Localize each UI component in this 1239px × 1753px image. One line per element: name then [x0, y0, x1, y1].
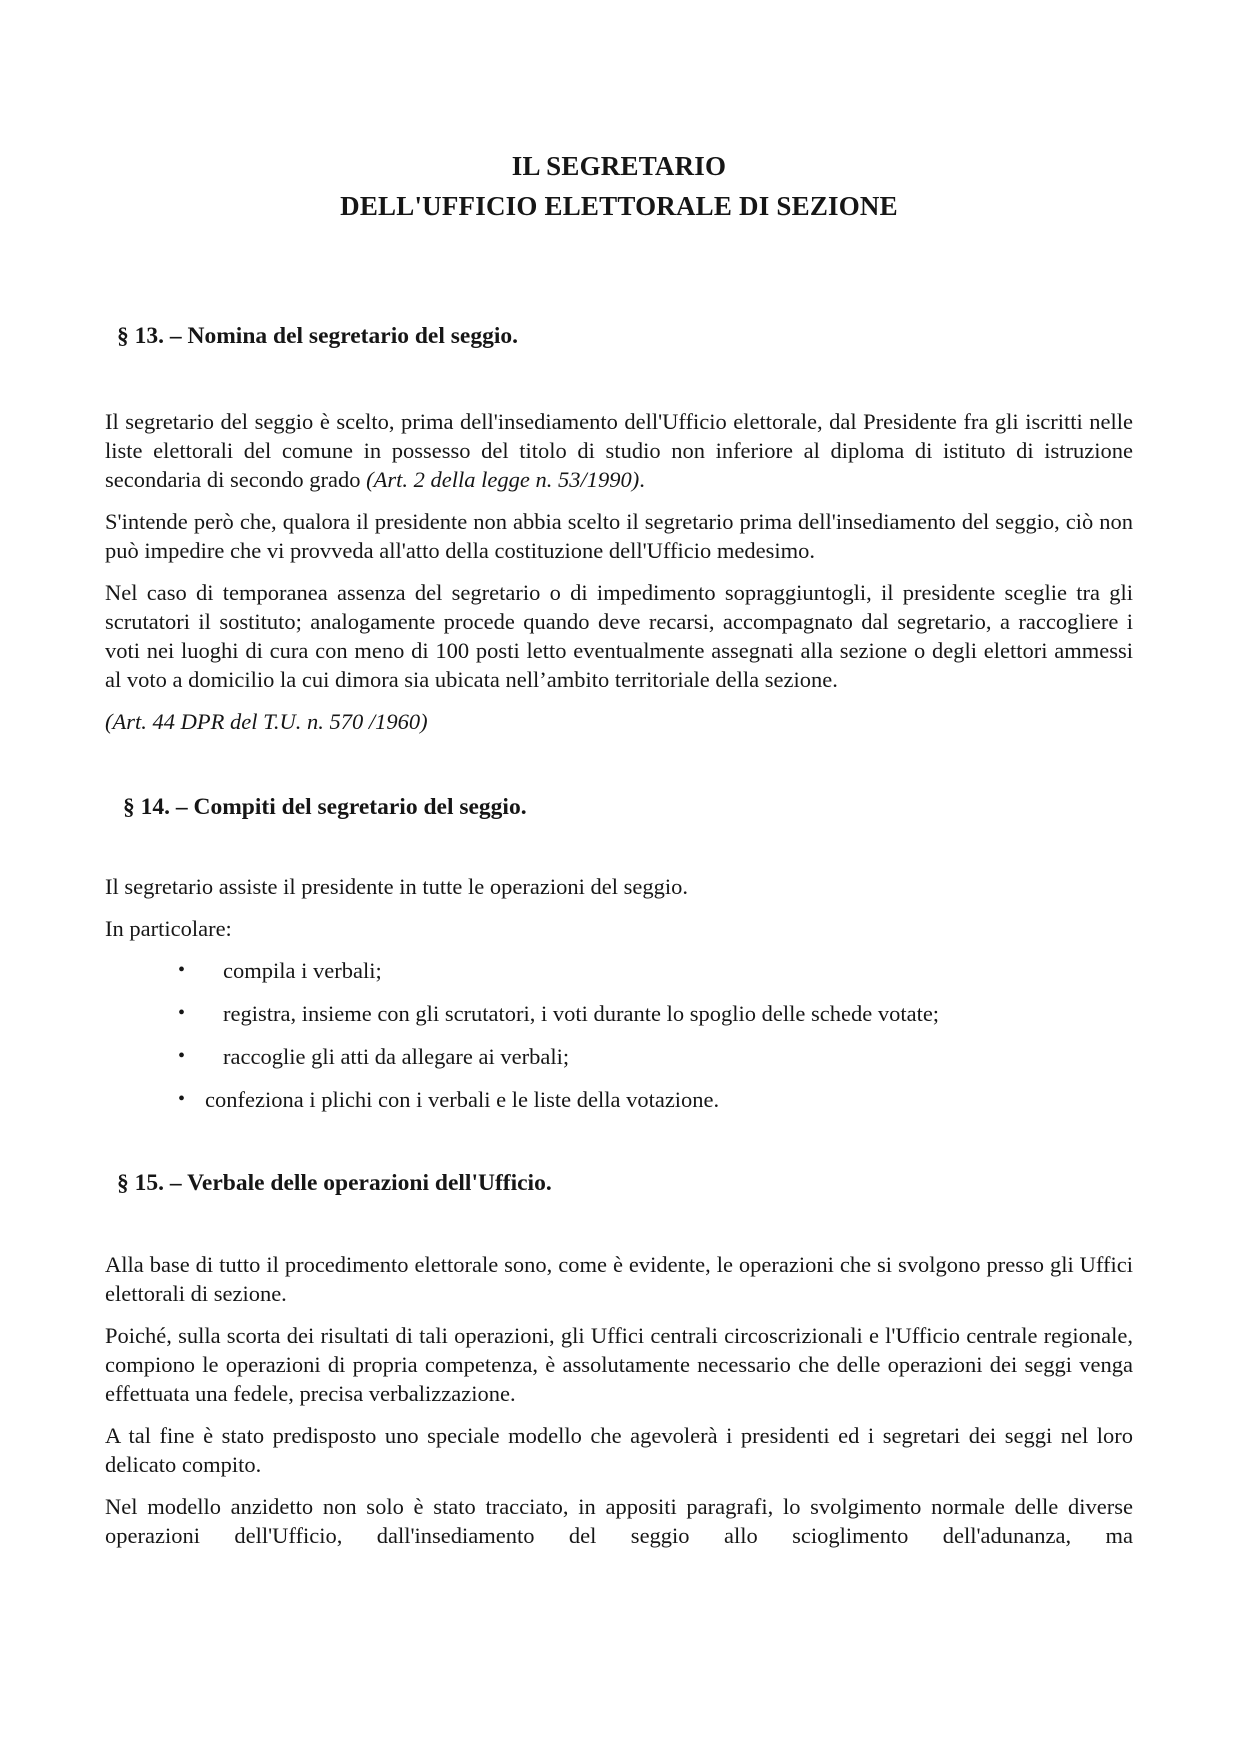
bullet-icon: • — [178, 1088, 186, 1110]
section-14-paragraph-1: Il segretario assiste il presidente in tutte le operazioni del seggio. — [105, 874, 688, 899]
document-content — [105, 0, 1133, 1550]
section-14-paragraph-2: In particolare: — [105, 916, 232, 941]
section-15-paragraph-1: Alla base di tutto il procedimento elettorale sono, come è evidente, le operazioni che si svolgono presso gli Uffici elettorali di sezione. — [105, 1252, 1133, 1306]
secretary-duties-list — [105, 956, 1133, 1114]
list-item — [105, 1085, 1133, 1114]
section-13-inline-citation: (Art. 2 della legge n. 53/1990) — [366, 467, 640, 492]
list-item — [105, 1042, 1133, 1071]
bullet-icon: • — [178, 1002, 186, 1024]
section-15-heading: § 15. – Verbale delle operazioni dell'Ufficio. — [117, 1170, 552, 1196]
list-item-text: registra, insieme con gli scrutatori, i voti durante lo spoglio delle schede votate; — [223, 1001, 940, 1026]
list-item-text: raccoglie gli atti da allegare ai verbali; — [223, 1044, 570, 1069]
section-13-paragraph-3: Nel caso di temporanea assenza del segretario o di impedimento sopraggiuntogli, il presidente sceglie tra gli scrutatori il sostituto; analogamente procede quando deve recarsi, accompagnato dal segretario, a raccogliere i voti nei luoghi di cura con meno di 100 posti letto eventualmente assegnati alla sezione o degli elettori ammessi al voto a domicilio la cui dimora sia ubicata nell’ambito territoriale della sezione. — [105, 580, 1133, 692]
list-item — [105, 956, 1133, 985]
document-title — [105, 0, 1133, 226]
document-title-line2: DELL'UFFICIO ELETTORALE DI SEZIONE — [340, 191, 898, 221]
section-13-paragraph-1-text: Il segretario del seggio è scelto, prima dell'insediamento dell'Ufficio elettorale, dal Presidente fra gli iscritti nelle liste elettorali del comune in possesso del titolo di studio non inferiore al diploma di istituto di istruzione secondaria di secondo grado — [105, 409, 1133, 492]
document-title-line1: IL SEGRETARIO — [511, 151, 727, 181]
section-13-paragraph-2: S'intende però che, qualora il presidente non abbia scelto il segretario prima dell'insediamento del seggio, ciò non può impedire che vi provveda all'atto della costituzione dell'Ufficio medesimo. — [105, 509, 1133, 563]
section-13-legal-citation: (Art. 44 DPR del T.U. n. 570 /1960) — [105, 709, 428, 734]
bullet-icon: • — [178, 1045, 186, 1067]
section-13-paragraph-1 — [105, 407, 1133, 494]
section-15-paragraph-4: Nel modello anzidetto non solo è stato tracciato, in appositi paragrafi, lo svolgimento normale delle diverse operazioni dell'Ufficio, dall'insediamento del seggio allo scioglimento dell'adunanza, ma — [105, 1494, 1133, 1548]
section-13-heading: § 13. – Nomina del segretario del seggio. — [117, 323, 518, 349]
bullet-icon: • — [178, 959, 186, 981]
list-item — [105, 999, 1133, 1028]
section-15-paragraph-3: A tal fine è stato predisposto uno speciale modello che agevolerà i presidenti ed i segretari dei seggi nel loro delicato compito. — [105, 1423, 1133, 1477]
section-14-heading: § 14. – Compiti del segretario del seggio. — [123, 794, 527, 820]
list-item-text: confeziona i plichi con i verbali e le liste della votazione. — [205, 1087, 720, 1112]
list-item-text: compila i verbali; — [223, 958, 382, 983]
section-15-paragraph-2: Poiché, sulla scorta dei risultati di tali operazioni, gli Uffici centrali circoscrizionali e l'Ufficio centrale regionale, compiono le operazioni di propria competenza, è assolutamente necessario che delle operazioni dei seggi venga effettuata una fedele, precisa verbalizzazione. — [105, 1323, 1133, 1406]
section-13-paragraph-1-tail: . — [639, 467, 645, 492]
